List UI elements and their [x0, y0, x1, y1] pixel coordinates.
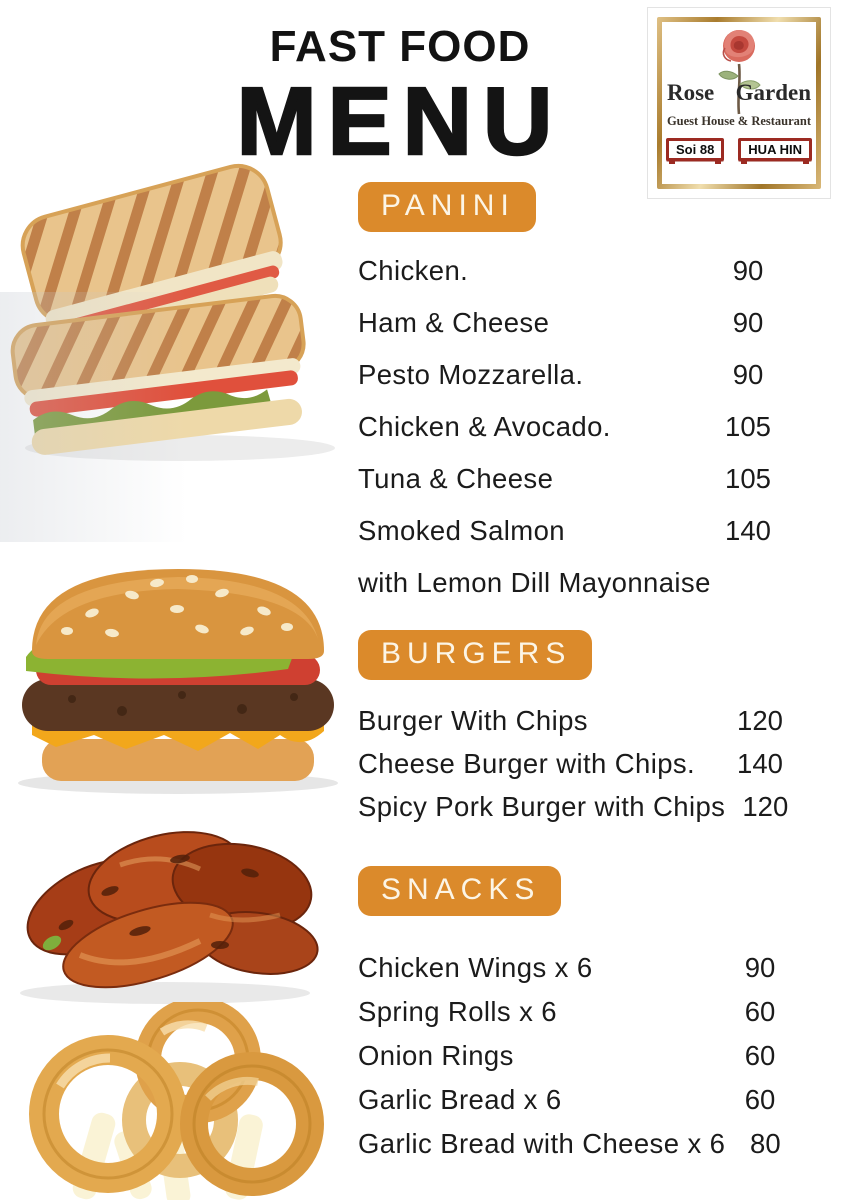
item-price: 60: [744, 996, 776, 1027]
menu-item-row: [358, 453, 792, 505]
logo-name-right: Garden: [735, 80, 811, 105]
item-price: 90: [732, 307, 764, 338]
item-name: Spring Rolls x 6: [358, 996, 557, 1027]
item-name: Smoked Salmon: [358, 515, 565, 546]
burgers-rows: [358, 699, 800, 828]
item-price: 80: [750, 1128, 781, 1159]
menu-item-row: [358, 699, 800, 742]
item-name: Pesto Mozzarella.: [358, 359, 584, 390]
item-price: 90: [732, 255, 764, 286]
logo-badges: [662, 138, 816, 161]
menu-item-row: [358, 946, 800, 990]
logo-name-left: Rose: [667, 80, 715, 105]
item-name: Burger With Chips: [358, 704, 588, 736]
item-name: Cheese Burger with Chips.: [358, 747, 696, 779]
menu-item-row: [358, 349, 792, 401]
menu-item-row: [358, 1034, 800, 1078]
item-name: Chicken & Avocado.: [358, 411, 611, 442]
menu-item-row: [358, 505, 792, 557]
menu-item-row: [358, 245, 792, 297]
photo-background-wash: [0, 292, 340, 542]
logo-tagline: Guest House & Restaurant: [666, 114, 812, 128]
item-name: Garlic Bread with Cheese x 6: [358, 1128, 726, 1159]
onion-rings-image: [12, 1002, 337, 1200]
section-badge-snacks: SNACKS: [358, 866, 561, 916]
item-name: Ham & Cheese: [358, 307, 550, 338]
menu-item-row: [358, 401, 792, 453]
item-name: Garlic Bread x 6: [358, 1084, 562, 1115]
item-name: Chicken.: [358, 255, 469, 286]
page-title: MENU: [236, 68, 564, 175]
item-price: 140: [725, 515, 771, 546]
menu-item-row: [358, 297, 792, 349]
menu-item-row: [358, 1122, 800, 1166]
burger-image: [2, 553, 352, 798]
chicken-wings-image: [0, 795, 335, 1010]
item-price: 105: [725, 463, 771, 494]
logo-gold-frame: [657, 17, 821, 189]
item-price: 90: [744, 952, 776, 983]
item-price: 60: [744, 1084, 776, 1115]
menu-item-note-row: [358, 557, 792, 609]
section-panini: [358, 182, 792, 609]
logo-badge-huahin: HUA HIN: [738, 138, 812, 161]
menu-item-row: [358, 990, 800, 1034]
menu-subtitle: FAST FOOD: [269, 22, 531, 71]
panini-rows: [358, 245, 792, 609]
item-name: Chicken Wings x 6: [358, 952, 593, 983]
item-price: 90: [732, 359, 764, 390]
item-name: Tuna & Cheese: [358, 463, 554, 494]
snacks-rows: [358, 946, 800, 1166]
logo-badge-soi88: Soi 88: [666, 138, 724, 161]
menu-item-row: [358, 785, 800, 828]
item-price: 60: [744, 1040, 776, 1071]
item-price: 140: [737, 747, 783, 779]
menu-item-row: [358, 742, 800, 785]
item-price: 105: [725, 411, 771, 442]
item-price: 120: [742, 790, 789, 822]
item-price: 120: [737, 704, 783, 736]
restaurant-logo: [648, 8, 830, 198]
section-badge-burgers: BURGERS: [358, 630, 592, 680]
menu-item-row: [358, 1078, 800, 1122]
item-name: Onion Rings: [358, 1040, 514, 1071]
item-note: with Lemon Dill Mayonnaise: [358, 567, 711, 598]
section-snacks: [358, 866, 800, 1166]
section-burgers: [358, 630, 800, 828]
logo-name: [667, 80, 811, 106]
section-badge-panini: PANINI: [358, 182, 536, 232]
item-name: Spicy Pork Burger with Chips: [358, 790, 726, 822]
